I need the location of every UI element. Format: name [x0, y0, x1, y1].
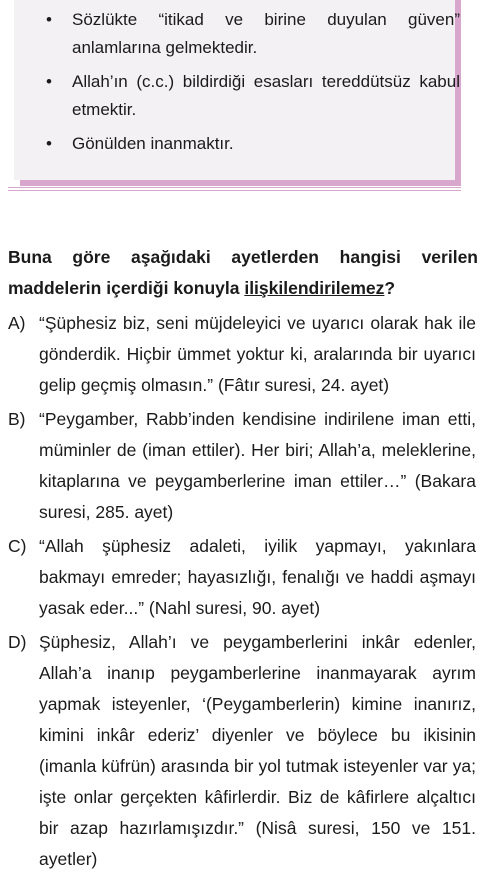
- option-letter: B): [8, 409, 26, 429]
- answer-options: [8, 308, 476, 878]
- option-text: “Allah şüphesiz adaleti, iyilik yapmayı, yakınlara bakmayı emreder; hayasızlığı, fenalığı ve haddi aşmayı yasak eder...” (Nahl suresi, 90. ayet): [39, 536, 476, 618]
- bullet-icon: •: [46, 72, 52, 91]
- question-emphasis: ilişkilendirilemez: [244, 278, 385, 298]
- info-box-double-rule: [8, 187, 461, 191]
- answer-option-a[interactable]: [8, 308, 476, 401]
- info-bullet-list: [40, 6, 460, 164]
- option-letter: A): [8, 313, 26, 333]
- option-text: “Şüphesiz biz, seni müjdeleyici ve uyarıcı olarak hak ile gönderdik. Hiçbir ümmet yoktur ki, aralarında bir uyarıcı gelip geçmiş olmasın.” (Fâtır suresi, 24. ayet): [39, 313, 476, 395]
- question-mark: ?: [384, 278, 396, 298]
- question-stem: [8, 242, 478, 304]
- info-bullet-text: Sözlükte “itikad ve birine duyulan güven” anlamlarına gelmektedir.: [72, 10, 460, 57]
- info-box-shadow-bottom: [20, 180, 461, 186]
- info-bullet-text: Allah’ın (c.c.) bildirdiği esasları tereddütsüz kabul etmektir.: [72, 72, 460, 119]
- question-text: Buna göre aşağıdaki ayetlerden hangisi verilen maddelerin içerdiği konuyla: [8, 247, 478, 298]
- option-text: “Peygamber, Rabb’inden kendisine indirilene iman etti, müminler de (iman ettiler). Her biri; Allah’a, meleklerine, kitaplarına ve peygamberlerine iman ettiler…” (Bakara suresi, 285. ayet): [39, 409, 476, 522]
- option-text: Şüphesiz, Allah’ı ve peygamberlerini inkâr edenler, Allah’a inanıp peygamberlerine inanmayarak ayrım yapmak isteyenler, ‘(Peygamberlerin) kimine inanırız, kimini inkâr ederiz’ diyenler ve böylece bu ikisinin (imanla küfrün) arasında bir yol tutmak isteyenler var ya; işte onlar gerçekten kâfirlerdir. Biz de kâfirlere alçaltıcı bir azap hazırlamışızdır.” (Nisâ suresi, 150 ve 151. ayetler): [39, 632, 476, 869]
- answer-option-d[interactable]: [8, 627, 476, 875]
- info-bullet-item: [40, 6, 460, 62]
- info-box: [14, 0, 460, 180]
- option-letter: D): [8, 632, 27, 652]
- info-bullet-item: [40, 68, 460, 124]
- info-bullet-item: [40, 130, 460, 158]
- info-bullet-text: Gönülden inanmaktır.: [72, 134, 234, 153]
- option-letter: C): [8, 536, 27, 556]
- answer-option-b[interactable]: [8, 404, 476, 528]
- bullet-icon: •: [46, 10, 52, 29]
- answer-option-c[interactable]: [8, 531, 476, 624]
- bullet-icon: •: [46, 134, 52, 153]
